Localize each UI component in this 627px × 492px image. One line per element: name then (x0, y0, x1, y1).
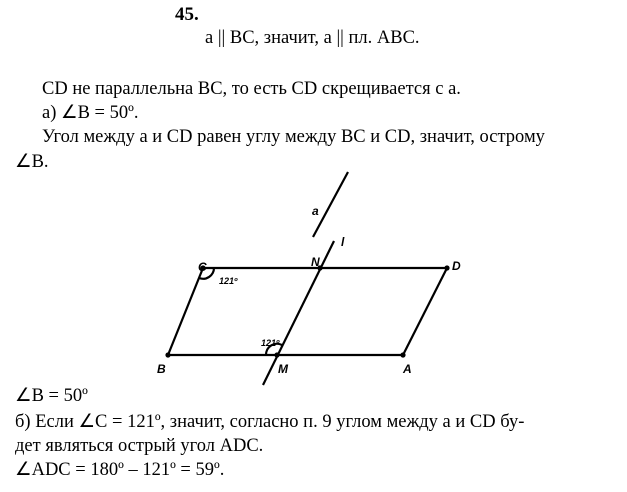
after-line-6: б) Если ∠C = 121º, значит, согласно п. 9 углом между a и CD бу- (15, 412, 525, 432)
after-line-8: ∠ADC = 180º – 121º = 59º. (15, 460, 225, 480)
label-l: l (341, 235, 345, 249)
label-n: N (311, 255, 320, 269)
label-c: C (198, 260, 207, 274)
vertex-a (400, 352, 405, 357)
after-line-7: дет являться острый угол ADC. (15, 436, 264, 456)
body-line-4: ∠B. (15, 152, 49, 172)
problem-statement: a || BC, значит, a || пл. ABC. (205, 28, 420, 48)
label-a: a (312, 204, 319, 218)
line-l (263, 241, 334, 385)
label-a-vertex: A (403, 362, 412, 376)
problem-number: 45. (175, 4, 199, 25)
angle-label-c: 121º (219, 276, 238, 286)
label-b: B (157, 362, 166, 376)
body-line-2: а) ∠B = 50º. (42, 103, 139, 123)
point-m (274, 352, 279, 357)
label-d: D (452, 259, 461, 273)
label-m: M (278, 362, 288, 376)
angle-label-m: 121º (261, 338, 280, 348)
after-line-5: ∠B = 50º (15, 386, 88, 406)
segment-cb (168, 268, 203, 355)
vertex-d (444, 265, 449, 270)
body-line-3: Угол между a и CD равен углу между BC и CD, значит, острому (42, 127, 545, 147)
segment-da (403, 268, 447, 355)
vertex-b (165, 352, 170, 357)
body-line-1: CD не параллельна BC, то есть CD скрещивается с a. (42, 79, 461, 99)
